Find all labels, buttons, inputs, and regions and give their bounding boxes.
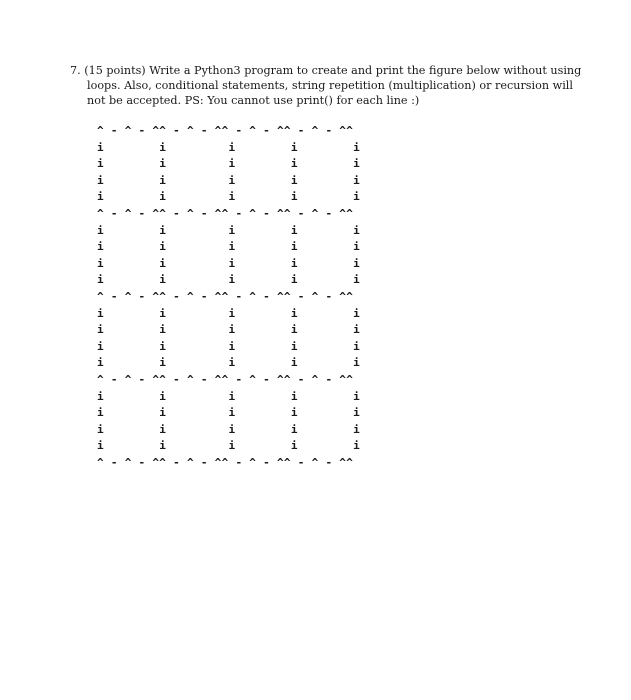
figure-line: i i i i i <box>97 157 361 171</box>
figure-line: i i i i i <box>97 190 361 204</box>
figure-line: ^ - ^ - ^^ - ^ - ^^ - ^ - ^^ - ^ - ^^ <box>97 289 354 303</box>
figure-line: i i i i i <box>97 240 361 254</box>
question-line: not be accepted. PS: You cannot use print() for each line :) <box>87 94 420 107</box>
figure-line: ^ - ^ - ^^ - ^ - ^^ - ^ - ^^ - ^ - ^^ <box>97 124 354 137</box>
figure-line: ^ - ^ - ^^ - ^ - ^^ - ^ - ^^ - ^ - ^^ <box>97 206 354 220</box>
figure-line: ^ - ^ - ^^ - ^ - ^^ - ^ - ^^ - ^ - ^^ <box>97 372 354 386</box>
figure-line: i i i i i <box>97 173 361 187</box>
figure-line: i i i i i <box>97 223 361 237</box>
figure-line: i i i i i <box>97 306 361 320</box>
figure-line: i i i i i <box>97 273 361 287</box>
ascii-figure <box>97 123 360 471</box>
figure-line: i i i i i <box>97 339 361 353</box>
figure-line: ^ - ^ - ^^ - ^ - ^^ - ^ - ^^ - ^ - ^^ <box>97 455 354 469</box>
question-line: loops. Also, conditional statements, string repetition (multiplication) or recursion will <box>87 79 573 92</box>
figure-line: i i i i i <box>97 140 361 154</box>
figure-line: i i i i i <box>97 406 361 420</box>
figure-line: i i i i i <box>97 256 361 270</box>
figure-line: i i i i i <box>97 323 361 337</box>
figure-line: i i i i i <box>97 422 361 436</box>
figure-line: i i i i i <box>97 389 361 403</box>
figure-line: i i i i i <box>97 356 361 370</box>
figure-line: i i i i i <box>97 439 361 453</box>
question-line: 7. (15 points) Write a Python3 program to create and print the figure below without using <box>70 64 582 77</box>
question-text <box>70 63 582 108</box>
